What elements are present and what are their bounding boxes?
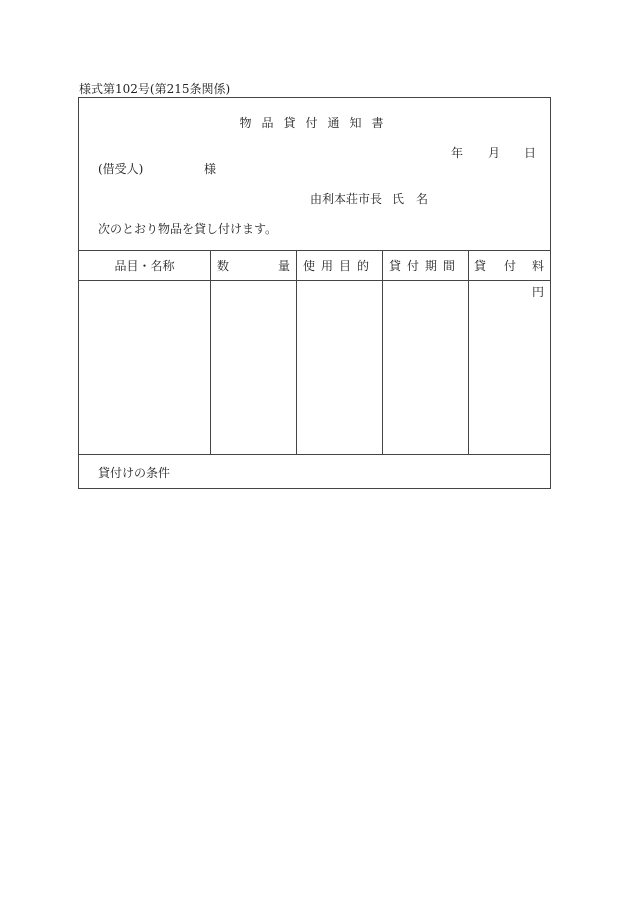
header-fee-char-1: 貸 (474, 259, 487, 273)
header-quantity (210, 251, 296, 281)
conditions-label: 貸付けの条件 (98, 466, 171, 480)
notice-form (78, 97, 551, 489)
form-number: 様式第102号(第215条関係) (79, 82, 231, 96)
header-quantity-char-1: 数 (217, 259, 230, 273)
header-fee-char-3: 料 (531, 259, 544, 273)
date-year-label: 年 (451, 146, 464, 160)
items-table (79, 250, 550, 455)
borrower-label: (借受人) (98, 162, 144, 176)
notice-text: 次のとおり物品を貸し付けます。 (98, 222, 278, 236)
column-divider (210, 251, 211, 454)
header-quantity-char-2: 量 (277, 259, 290, 273)
column-divider (296, 251, 297, 454)
column-divider (468, 251, 469, 454)
issuer-line (310, 190, 428, 207)
fee-unit-label: 円 (531, 285, 544, 299)
table-header-row (79, 251, 550, 281)
header-item-name: 品目・名称 (114, 259, 175, 273)
document-title: 物品貸付通知書 (239, 116, 394, 130)
date-month-label: 月 (488, 146, 501, 160)
borrower-honorific: 様 (204, 162, 217, 176)
column-divider (382, 251, 383, 454)
issuer-name-label: 氏 名 (392, 192, 429, 206)
header-fee-char-2: 付 (504, 259, 517, 273)
date-day-label: 日 (524, 146, 537, 160)
header-period: 貸付期間 (388, 259, 461, 273)
issuer-office: 由利本荘市長 (310, 192, 383, 206)
header-fee (468, 251, 550, 281)
header-purpose: 使用目的 (302, 259, 375, 273)
